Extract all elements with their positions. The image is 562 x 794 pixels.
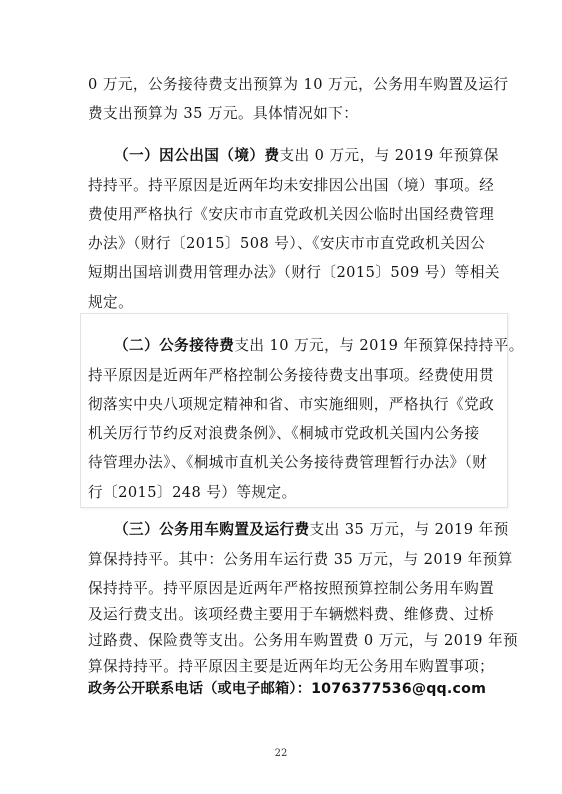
section2-first-line xyxy=(114,336,524,356)
intro-line-1: 0 万元，公务接待费支出预算为 10 万元，公务用车购置及运行 xyxy=(88,76,509,93)
section2-line: 行〔2015〕248 号）等规定。 xyxy=(88,484,297,501)
page-number: 22 xyxy=(274,748,288,759)
intro-line-2: 费支出预算为 35 万元。具体情况如下： xyxy=(88,105,359,122)
section1-line: 持持平。持平原因是近两年均未安排因公出国（境）事项。经 xyxy=(88,177,495,194)
section1-line: 费使用严格执行《安庆市市直党政机关因公临时出国经费管理 xyxy=(88,206,495,223)
section3-line: 算保持持平。持平原因主要是近两年均无公务用车购置事项； xyxy=(88,658,495,675)
section1-heading: （一）因公出国（境）费 xyxy=(114,147,280,164)
section3-line: 及运行费支出。该项经费主要用于车辆燃料费、维修费、过桥 xyxy=(88,606,495,623)
section1-line: 短期出国培训费用管理办法》（财行〔2015〕509 号）等相关 xyxy=(88,264,500,281)
section1-line: 办法》（财行〔2015〕508 号）、《安庆市市直党政机关因公 xyxy=(88,235,486,252)
section1-line1-text: 支出 0 万元，与 2019 年预算保 xyxy=(279,147,499,164)
section1-first-line xyxy=(114,146,514,166)
section3-heading: （三）公务用车购置及运行费 xyxy=(114,521,310,538)
section2-line: 待管理办法》、《桐城市直机关公务接待费管理暂行办法》（财 xyxy=(88,454,488,471)
section2-line: 彻落实中央八项规定精神和省、市实施细则，严格执行《党政 xyxy=(88,396,495,413)
section3-line1-text: 支出 35 万元，与 2019 年预 xyxy=(309,521,509,538)
section2-heading: （二）公务接待费 xyxy=(114,337,235,354)
section3-line: 算保持持平。其中：公务用车运行费 35 万元，与 2019 年预算 xyxy=(88,551,513,568)
section1-line: 规定。 xyxy=(88,294,134,311)
section3-line: 过路费、保险费等支出。公务用车购置费 0 万元，与 2019 年预 xyxy=(88,632,519,649)
section2-line: 机关厉行节约反对浪费条例》、《桐城市党政机关国内公务接 xyxy=(88,425,480,442)
section2-line1-text: 支出 10 万元，与 2019 年预算保持持平。 xyxy=(234,337,524,354)
contact-line: 政务公开联系电话（或电子邮箱）：1076377536@qq.com xyxy=(88,681,487,697)
section2-line: 持平原因是近两年严格控制公务接待费支出事项。经费使用贯 xyxy=(88,367,495,384)
section3-first-line xyxy=(114,520,514,540)
section3-line: 保持持平。持平原因是近两年严格按照预算控制公务用车购置 xyxy=(88,580,495,597)
